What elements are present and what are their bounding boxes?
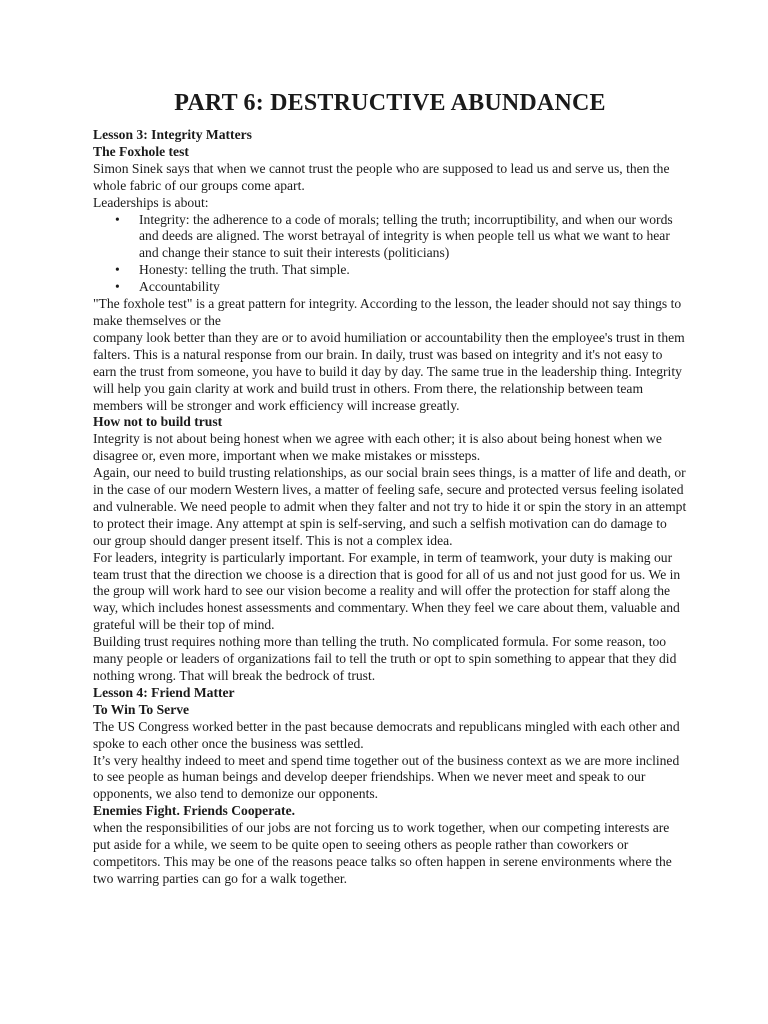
paragraph-leaders-integrity: For leaders, integrity is particularly important. For example, in term of teamwork, your duty is making our team trust that the direction we choose is a direction that is good for all of us and not just good for us. We in the group will work hard to see our vision become a reality and will offer the protection for staff along the way, which includes honest assessments and commentary. When they feel we care about them, valuable and grateful will be their top of mind. bbox=[93, 549, 681, 633]
lesson-3-heading: Lesson 3: Integrity Matters bbox=[93, 127, 252, 142]
how-not-to-build-trust-heading: How not to build trust bbox=[93, 414, 223, 430]
page-title: PART 6: DESTRUCTIVE ABUNDANCE bbox=[174, 90, 606, 116]
bullet-integrity: • Integrity: the adherence to a code of morals; telling the truth; incorruptibility, and when our words and deeds are aligned. The worst betrayal of integrity is when people tell us what we want to hear and change their stance to suit their interests (politicians) bbox=[139, 212, 687, 263]
paragraph-foxhole-b: company look better than they are or to avoid humiliation or accountability then the employee's trust in them falters. This is a natural response from our brain. In daily, trust was based on integrity and it's not easy to earn the trust from someone, you have to build it day by day. The same true in the leadership thing. Integrity will help you gain clarity at work and build trust in others. From there, the relationship between team members will be stronger and work efficiency will increase greatly. bbox=[93, 329, 685, 413]
leadership-bullet-list bbox=[93, 212, 687, 297]
to-win-to-serve-heading: To Win To Serve bbox=[93, 701, 190, 717]
bullet-accountability: • Accountability bbox=[139, 279, 687, 296]
paragraph-trusting-relationships: Again, our need to build trusting relationships, as our social brain sees things, is a matter of life and death, or in the case of our modern Western lives, a matter of feeling safe, secure and protected versus feeling isolated and vulnerable. We need people to admit when they falter and not try to hide it or spin the story in an attempt to protect their image. Any attempt at spin is self-serving, and such a selfish motivation can do damage to our group should danger present itself. This is not a complex idea. bbox=[93, 465, 687, 548]
bullet-honesty: • Honesty: telling the truth. That simple. bbox=[139, 262, 687, 279]
paragraph-us-congress: The US Congress worked better in the past because democrats and republicans mingled with each other and spoke to each other once the business was settled. bbox=[93, 718, 680, 751]
paragraph-leadership-intro: Leaderships is about: bbox=[93, 194, 209, 210]
document-page bbox=[93, 0, 687, 888]
paragraph-sinek: Simon Sinek says that when we cannot trust the people who are supposed to lead us and serve us, then the whole fabric of our groups come apart. bbox=[93, 160, 670, 193]
paragraph-healthy-meetings: It’s very healthy indeed to meet and spend time together out of the business context as we are more inclined to see people as human beings and develop deeper friendships. When we never meet and speak to our opponents, we also tend to demonize our opponents. bbox=[93, 752, 680, 802]
document-body bbox=[93, 127, 687, 888]
paragraph-foxhole-a: "The foxhole test" is a great pattern for integrity. According to the lesson, the leader should not say things to make themselves or the bbox=[93, 296, 682, 328]
lesson-4-heading: Lesson 4: Friend Matter bbox=[93, 684, 235, 700]
enemies-fight-heading: Enemies Fight. Friends Cooperate. bbox=[93, 803, 295, 819]
paragraph-building-trust: Building trust requires nothing more than telling the truth. No complicated formula. For some reason, too many people or leaders of organizations fail to tell the truth or opt to spin something to appear that they did nothing wrong. That will break the bedrock of trust. bbox=[93, 634, 677, 683]
paragraph-responsibilities: when the responsibilities of our jobs are not forcing us to work together, when our competing interests are put aside for a while, we seem to be quite open to seeing others as people rather than coworkers or competitors. This may be one of the reasons peace talks so often happen in serene environments where the two warring parties can go for a walk together. bbox=[93, 820, 672, 886]
foxhole-test-heading: The Foxhole test bbox=[93, 143, 189, 159]
paragraph-integrity-honest: Integrity is not about being honest when we agree with each other; it is also about being honest when we disagree or, even more, important when we make mistakes or missteps. bbox=[93, 431, 662, 464]
